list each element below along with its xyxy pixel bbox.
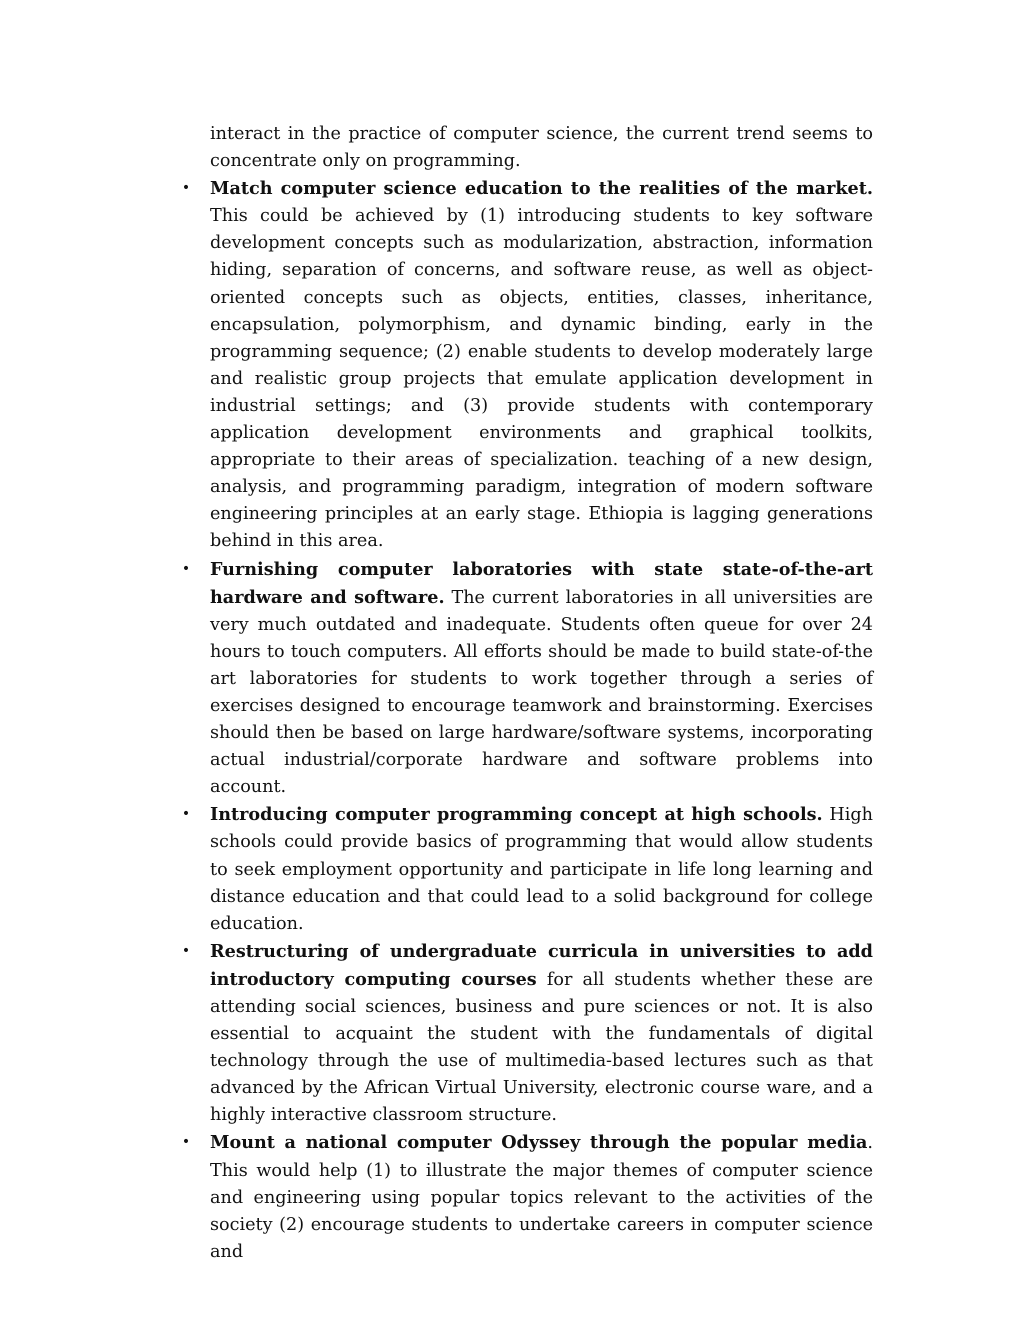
list-item-body: This could be achieved by (1) introducing students to key software development concepts such as modularization, abstraction, information hiding, separation of concerns, and software reuse, as well as object-oriented concepts such as objects, entities, classes, inheritance, encapsulation, polymorphism, and dynamic binding, early in the programming sequence; (2) enable students to develop moderately large and realistic group projects that emulate application development in industrial settings; and (3) provide students with contemporary application development environments and graphical toolkits, appropriate to their areas of specialization. teaching of a new design, analysis, and programming paradigm, integration of modern software engineering principles at an early stage. Ethiopia is lagging generations behind in this area. xyxy=(210,206,873,552)
bullet-icon: • xyxy=(181,1134,191,1151)
list-item-computer-laboratories xyxy=(181,556,874,802)
list-item-text xyxy=(210,556,873,802)
list-item-heading: Mount a national computer Odyssey through the popular media xyxy=(210,1132,868,1154)
list-item-text xyxy=(210,801,873,937)
list-item-market-realities xyxy=(181,175,873,555)
bullet-icon: • xyxy=(181,560,191,577)
body-text xyxy=(181,121,874,1266)
continuation-paragraph: interact in the practice of computer science, the current trend seems to concentrate only on programming. xyxy=(210,124,873,172)
list-item-heading: Furnishing computer laboratories with state state-of-the-art hardware and software. xyxy=(210,558,873,608)
list-item-text xyxy=(210,938,873,1130)
bullet-icon: • xyxy=(181,942,191,959)
list-item-heading: Introducing computer programming concept at high schools. xyxy=(210,804,823,826)
list-item-heading: Match computer science education to the realities of the market. xyxy=(210,178,873,200)
bullet-icon: • xyxy=(181,806,191,823)
list-item-body: for all students whether these are attending social sciences, business and pure sciences or not. It is also essential to acquaint the student with the fundamentals of digital technology through the use of multimedia-based lectures such as that advanced by the African Virtual University, electronic course ware, and a highly interactive classroom structure. xyxy=(210,969,873,1126)
list-item-computer-odyssey xyxy=(181,1129,873,1265)
list-item-high-school-programming xyxy=(181,801,873,937)
list-item-text xyxy=(210,175,873,555)
list-item-undergraduate-curricula xyxy=(181,938,873,1130)
list-item-body: The current laboratories in all universities are very much outdated and inadequate. Students often queue for over 24 hours to touch computers. All efforts should be made to build state-of-the art laboratories for students to work together through a series of exercises designed to encourage teamwork and brainstorming. Exercises should then be based on large hardware/software systems, incorporating actual industrial/corporate hardware and software problems into account. xyxy=(210,587,874,798)
list-item-body: High schools could provide basics of programming that would allow students to seek employment opportunity and participate in life long learning and distance education and that could lead to a solid background for college education. xyxy=(210,805,873,934)
list-item-body: . This would help (1) to illustrate the major themes of computer science and engineering using popular topics relevant to the activities of the society (2) encourage students to undertake careers in computer science and xyxy=(210,1133,873,1262)
list-item-text xyxy=(210,1129,873,1265)
bullet-icon: • xyxy=(181,180,191,197)
list-item-heading: Restructuring of undergraduate curricula in universities to add introductory computing courses xyxy=(210,940,873,990)
